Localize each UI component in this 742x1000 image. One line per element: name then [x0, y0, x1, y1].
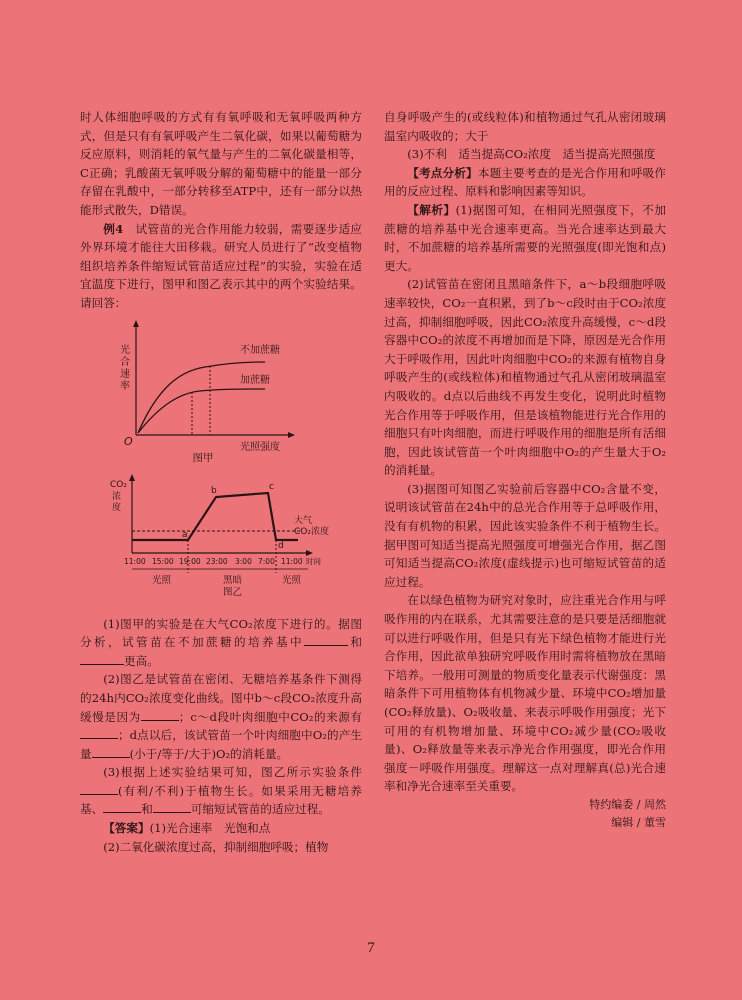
answer-label: 【答案】 [103, 821, 150, 836]
q2-text-d: (小于/等于/大于)O₂的消耗量。 [129, 746, 289, 761]
q3-text-d: 可缩短试管苗的适应过程。 [190, 802, 330, 817]
q2-text-a: (2)图乙是试管苗在密闭、无糖培养基条件下测得的24h内CO₂浓度变化曲线。图中b～c段CO₂浓度升高缓慢是因为 [80, 672, 362, 724]
q3-blank-3[interactable] [153, 800, 191, 813]
q2-text-b: ；c～d段叶肉细胞中CO₂的来源有 [178, 709, 362, 724]
editor-credit: 特约编委 / 周然 [589, 797, 666, 811]
q2-text-c: ；d点以后，该试管苗一个叶肉细胞中O₂的产生量 [80, 728, 362, 761]
figure-a-svg [80, 317, 362, 453]
explanation-2: (2)试管苗在密闭且黑暗条件下，a～b段细胞呼吸速率较快，CO₂一直积累，到了b～c段时由于CO₂浓度过高，抑制细胞呼吸，因此CO₂浓度升高缓慢，c～d段容器中CO₂的浓度不再增加而是下降，原因是光合作用大于呼吸作用，因此叶肉细胞中CO₂的来源有植物自身呼吸产生的(或线粒体)和植物通过气孔从密闭玻璃温室内吸收的。d点以后曲线不再发生变化，说明此时植物光合作用等于呼吸作用，但是该植物能进行光合作用的细胞只有叶肉细胞，而进行呼吸作用的细胞是所有活细胞，因此该试管苗一个叶肉细胞中O₂的产生量大于O₂的消耗量。 [384, 277, 666, 478]
question-3 [80, 763, 362, 819]
point-d: d [278, 540, 284, 551]
period-light-2: 光照 [282, 574, 302, 586]
q1-text-c: 更高。 [124, 653, 159, 668]
q3-text-c: 和 [141, 802, 153, 817]
co2-curve [132, 493, 298, 540]
point-b: b [211, 485, 217, 496]
question-1 [80, 615, 362, 671]
explanation-label: 【解析】 [407, 202, 456, 217]
x-label: 时间 [306, 556, 321, 566]
figure-a [80, 317, 362, 453]
tick-0: 11:00 [124, 556, 146, 566]
q1-blank-1[interactable] [304, 633, 348, 646]
figure-b-caption: 图乙 [223, 586, 243, 598]
example-4 [80, 220, 362, 313]
q3-text-a: (3)根据上述实验结果可知，图乙所示实验条件 [103, 765, 362, 780]
atm-label-1: 大气 [294, 515, 313, 526]
y-label-1: 光 [120, 344, 130, 356]
q2-blank-2[interactable] [80, 726, 118, 739]
y-label-2: 合 [120, 356, 130, 368]
analysis-point [384, 164, 666, 201]
explanation [384, 201, 666, 275]
answer-1: (1)光合速率 光饱和点 [149, 821, 271, 836]
y-label-3: 速 [120, 368, 130, 380]
summary-paragraph: 在以绿色植物为研究对象时，应注重光合作用与呼吸作用的内在联系，尤其需要注意的是只要是活细胞就可以进行呼吸作用，但是只有光下绿色植物才能进行光合作用，因此欲单独研究呼吸作用时需将植物放在黑暗下培养。一般用可测量的物质变化量表示代谢强度：黑暗条件下可用植物体有机物减少量、环境中CO₂增加量(CO₂释放量)、O₂吸收量、来表示呼吸作用强度；光下可用的有机物增加量、环境中CO₂减少量(CO₂吸收量)、O₂释放量等来表示净光合作用强度，即光合作用强度－呼吸作用强度。理解这一点对理解真(总)光合速率和净光合速率至关重要。 [384, 593, 666, 794]
q2-blank-3[interactable] [92, 745, 130, 758]
figure-a-caption: 图甲 [192, 451, 214, 464]
period-dark: 黑暗 [223, 574, 243, 586]
curve-sucrose [138, 389, 265, 433]
atm-label-2: CO₂浓度 [294, 526, 329, 537]
answer [80, 819, 362, 838]
point-c: c [269, 481, 274, 492]
q2-blank-1[interactable] [141, 708, 179, 721]
explanation-3: (3)据图可知图乙实验前后容器中CO₂含量不变，说明该试管苗在24h中的总光合作用等于总呼吸作用，没有有机物的积累，因此该实验条件不利于植物生长。据甲图可知适当提高光照强度可增强光合作用，据乙图可知适当提高CO₂浓度(虚线提示)也可缩短试管苗的适应过程。 [384, 481, 666, 589]
answer-3: (3)不利 适当提高CO₂浓度 适当提高光照强度 [407, 147, 656, 162]
page-number: 7 [367, 940, 375, 956]
q1-blank-2[interactable] [80, 652, 124, 665]
q1-text-a: (1)图甲的实验是在大气CO₂浓度下进行的。据图分析，试管苗在不加蔗糖的培养基中 [80, 616, 362, 650]
example-label: 例4 [103, 221, 124, 236]
curve-no-sucrose [138, 362, 265, 433]
y-label-3: 度 [112, 502, 122, 513]
figure-b-svg [80, 465, 362, 615]
period-light-1: 光照 [152, 574, 172, 586]
explanation-text: (1)据图可知，在相同光照强度下，不加蔗糖的培养基中光合速率更高。当光合速率达到最大时，不加蔗糖的培养基所需要的光照强度(即光饱和点)更大。 [384, 202, 666, 273]
q1-text-b: 和 [347, 635, 362, 650]
left-column [80, 108, 362, 856]
answer-continued: 自身呼吸产生的(或线粒体)和植物通过气孔从密闭玻璃温室内吸收的；大于 [384, 110, 666, 143]
curve-label-sucrose: 加蔗糖 [240, 374, 270, 386]
tick-6: 11:00 [281, 556, 303, 566]
origin-label: O [124, 434, 133, 448]
analysis-label: 【考点分析】 [407, 165, 478, 180]
q3-text-b: (有利/不利)于植物生长。如果采用无糖培养基、 [80, 783, 362, 817]
tick-3: 23:00 [206, 556, 228, 566]
tick-1: 15:00 [152, 556, 174, 566]
tick-5: 7:00 [258, 556, 275, 566]
y-label-1: CO₂ [110, 479, 127, 490]
y-label-4: 率 [120, 380, 130, 392]
x-label: 光照强度 [240, 441, 280, 453]
tick-2: 19:00 [179, 556, 201, 566]
paragraph-continued: 时人体细胞呼吸的方式有有氧呼吸和无氧呼吸两种方式，但是只有有氧呼吸产生二氧化碳，如果以葡萄糖为反应原料，则消耗的氧气量与产生的二氧化碳量相等，C正确；乳酸菌无氧呼吸分解的葡萄糖中的能量一部分存留在乳酸中，一部分转移至ATP中，还有一部分以热能形式散失，D错误。 [80, 110, 362, 217]
tick-4: 3:00 [235, 556, 252, 566]
example-text: 试管苗的光合作用能力较弱，需要逐步适应外界环境才能往大田移栽。研究人员进行了“改变植物组织培养条件缩短试管苗适应过程”的实验，实验在适宜温度下进行，图甲和图乙表示其中的两个实验结果。请回答： [80, 221, 362, 310]
q3-blank-2[interactable] [103, 800, 141, 813]
answer-2: (2)二氧化碳浓度过高，抑制细胞呼吸；植物 [103, 839, 329, 854]
point-a: a [182, 529, 188, 540]
right-column [384, 108, 666, 832]
question-2 [80, 670, 362, 763]
curve-label-no-sucrose: 不加蔗糖 [240, 344, 280, 356]
analysis-text: 本题主要考查的是光合作用和呼吸作用的反应过程、原料和影响因素等知识。 [384, 165, 666, 199]
q3-blank-1[interactable] [80, 782, 118, 795]
editor-credit-2: 编辑 / 董雪 [611, 815, 666, 829]
figure-b [80, 465, 362, 615]
y-label-2: 浓 [112, 491, 122, 502]
